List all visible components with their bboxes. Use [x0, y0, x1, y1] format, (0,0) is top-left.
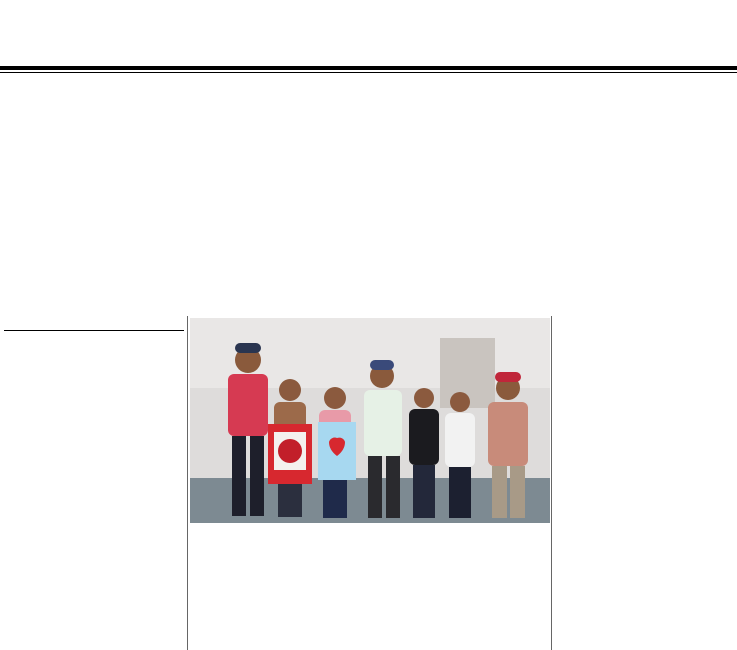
- article-column-2: [192, 566, 547, 650]
- article-column-3: [554, 316, 735, 650]
- poster-right: [318, 422, 356, 480]
- masthead-rule-thin: [0, 72, 737, 73]
- article-column-1: [4, 334, 184, 650]
- masthead-rule: [0, 66, 737, 70]
- poster-left: [268, 424, 312, 484]
- column-divider: [551, 316, 552, 650]
- column-divider: [187, 316, 188, 650]
- event-photo-image: [190, 318, 550, 523]
- photo-caption: [192, 526, 548, 560]
- byline-rule: [4, 330, 184, 331]
- event-photo: [190, 318, 550, 523]
- newspaper-masthead: [0, 0, 737, 62]
